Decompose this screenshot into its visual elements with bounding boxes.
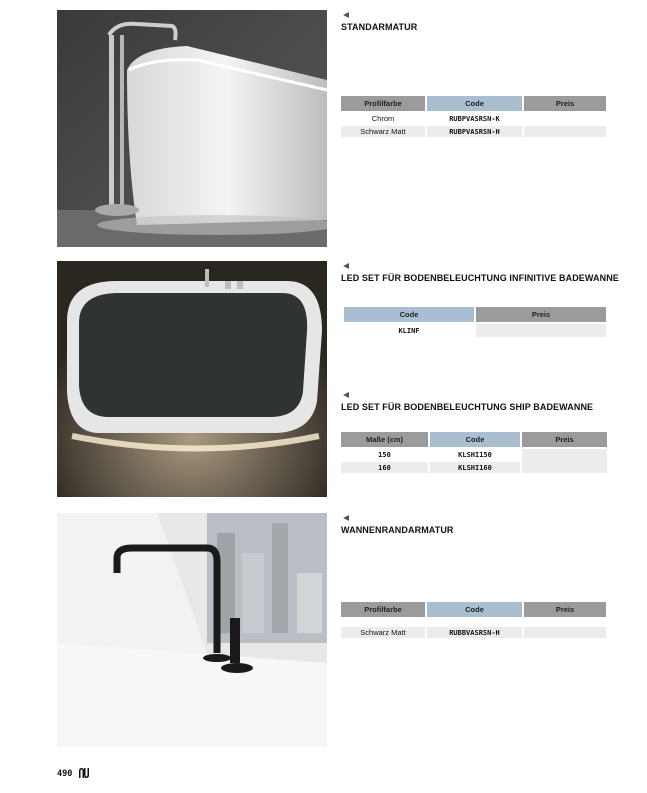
spec-table-standarmatur	[339, 94, 608, 139]
price-cell	[522, 449, 607, 473]
finish-cell: Schwarz Matt	[341, 126, 425, 137]
section-led-infinitive	[341, 263, 619, 283]
deck-mounted-faucet-photo	[57, 513, 327, 747]
table-row	[341, 113, 606, 124]
code-cell: RUBBVASRSN-H	[427, 627, 522, 638]
table-row-spacer	[341, 619, 606, 625]
freestanding-faucet-photo	[57, 10, 327, 247]
section-standarmatur	[341, 12, 417, 32]
page-footer	[57, 765, 90, 783]
price-cell	[524, 126, 606, 137]
table-row	[341, 126, 606, 137]
section-title: LED SET FÜR BODENBELEUCHTUNG SHIP BADEWANNE	[341, 402, 594, 412]
finish-cell: Chrom	[371, 114, 395, 123]
price-cell	[476, 324, 606, 337]
section-arrow-icon	[343, 12, 349, 18]
brand-logo-icon	[78, 765, 90, 783]
price-cell	[524, 627, 606, 638]
code-cell: KLSHI150	[458, 450, 492, 459]
column-header: Preis	[522, 432, 607, 447]
column-header: Preis	[524, 602, 606, 617]
code-cell: RUBPVASRSN-H	[427, 126, 522, 137]
spec-table-wannenrandarmatur	[339, 600, 608, 640]
section-title: WANNENRANDARMATUR	[341, 525, 454, 535]
column-header: Code	[427, 96, 522, 111]
table-row	[344, 324, 606, 337]
column-header: Code	[430, 432, 520, 447]
section-title: LED SET FÜR BODENBELEUCHTUNG INFINITIVE BADEWANNE	[341, 273, 619, 283]
spec-table-led-infinitive	[342, 305, 608, 339]
section-arrow-icon	[343, 392, 349, 398]
column-header: Code	[344, 307, 474, 322]
section-led-ship	[341, 392, 593, 412]
column-header: Preis	[476, 307, 606, 322]
code-cell: KLSHI160	[430, 462, 520, 473]
code-cell: RUBPVASRSN-K	[449, 114, 500, 123]
column-header: Profilfarbe	[341, 96, 425, 111]
section-arrow-icon	[343, 263, 349, 269]
size-cell: 160	[341, 462, 428, 473]
price-cell	[524, 113, 606, 124]
section-wannenrandarmatur	[341, 515, 454, 535]
column-header: Code	[427, 602, 522, 617]
table-row	[341, 627, 606, 638]
table-row	[341, 449, 607, 460]
code-cell: KLINF	[398, 326, 420, 335]
finish-cell: Schwarz Matt	[341, 627, 425, 638]
page-number: 490	[57, 769, 73, 779]
column-header: Maße (cm)	[341, 432, 428, 447]
column-header: Profilfarbe	[341, 602, 425, 617]
column-header: Preis	[524, 96, 606, 111]
led-underglow-tub-photo	[57, 261, 327, 497]
section-title: STANDARMATUR	[341, 22, 418, 32]
spec-table-led-ship	[339, 430, 609, 475]
section-arrow-icon	[343, 515, 349, 521]
size-cell: 150	[378, 450, 391, 459]
